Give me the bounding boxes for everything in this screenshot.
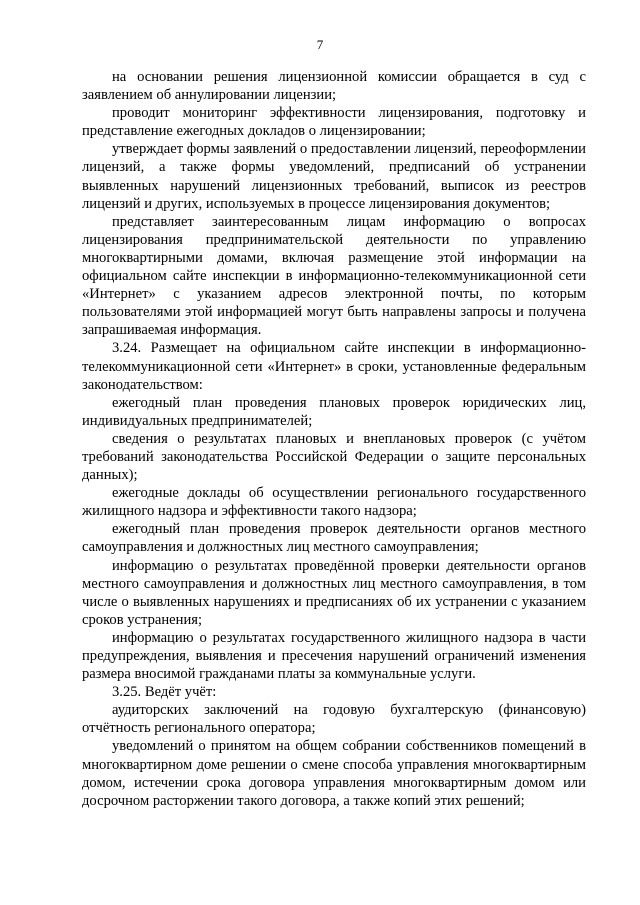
paragraph-housing-supervision-results: информацию о результатах государственного жилищного надзора в части предупреждения, выявления и пресечения нарушений ограничений изменения размера вносимой гражданами платы за коммунальные услуги.: [82, 629, 586, 683]
paragraph-local-government-plan: ежегодный план проведения проверок деятельности органов местного самоуправления и должностных лиц местного самоуправления;: [82, 521, 586, 556]
paragraph-provides-information: представляет заинтересованным лицам информацию о вопросах лицензирования предпринимательской деятельности по управлению многоквартирными домами, включая размещение этой информации на официальном сайте инспекции в информационно-телекоммуникационной сети «Интернет» с указанием адресов электронной почты, по которым пользователями этой информацией могут быть направлены запросы и получена запрашиваемая информация.: [82, 213, 586, 339]
paragraph-management-notifications: уведомлений о принятом на общем собрании собственников помещений в многоквартирном доме решении о смене способа управления многоквартирным домом, истечении срока договора управления многоквартирным домом или досрочном расторжении такого договора, а также копий этих решений;: [82, 738, 586, 809]
paragraph-inspection-results: сведения о результатах плановых и внеплановых проверок (с учётом требований законодательства Российской Федерации о защите персональных данных);: [82, 430, 586, 484]
paragraph-annulment-lawsuit: на основании решения лицензионной комиссии обращается в суд с заявлением об аннулировании лицензии;: [82, 69, 586, 104]
paragraph-local-government-results: информацию о результатах проведённой проверки деятельности органов местного самоуправления и должностных лиц местного самоуправления, в том числе о выявленных нарушениях и предписаниях об их устранении с указанием сроков устранения;: [82, 557, 586, 628]
paragraph-annual-reports: ежегодные доклады об осуществлении регионального государственного жилищного надзора и эффективности такого надзора;: [82, 485, 586, 520]
paragraph-audit-reports: аудиторских заключений на годовую бухгалтерскую (финансовую) отчётность регионального оператора;: [82, 702, 586, 737]
paragraph-3-25-heading: 3.25. Ведёт учёт:: [112, 684, 217, 701]
paragraph-licensing-monitoring: проводит мониторинг эффективности лицензирования, подготовку и представление ежегодных докладов о лицензировании;: [82, 105, 586, 140]
paragraph-3-24-heading: 3.24. Размещает на официальном сайте инспекции в информационно-телекоммуникационной сети «Интернет» в сроки, установленные федеральным законодательством:: [82, 340, 586, 393]
paragraph-approves-forms: утверждает формы заявлений о предоставлении лицензий, переоформлении лицензий, а также формы уведомлений, предписаний об устранении выявленных нарушений лицензионных требований, выписок из реестров лицензий и других, используемых в процессе лицензирования документов;: [82, 141, 586, 212]
document-body: [82, 68, 586, 810]
paragraph-annual-inspection-plan: ежегодный план проведения плановых проверок юридических лиц, индивидуальных предпринимателей;: [82, 394, 586, 429]
page-number: 7: [316, 37, 324, 52]
